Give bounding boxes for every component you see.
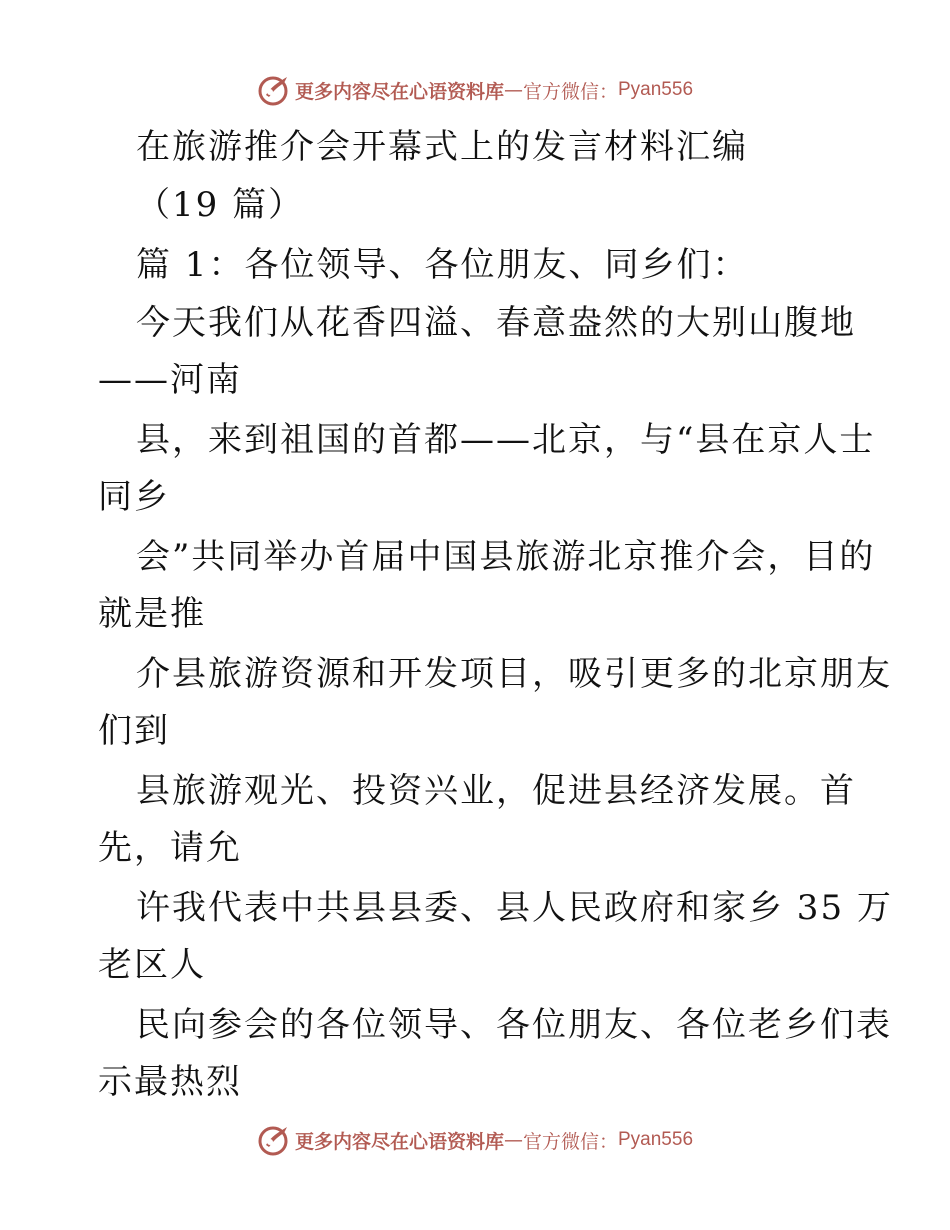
paragraph-line: 县，来到祖国的首都——北京，与“县在京人士 bbox=[136, 420, 876, 460]
paragraph-line: 许我代表中共县县委、县人民政府和家乡 35 万 bbox=[136, 888, 893, 928]
paragraph-line: 县旅游观光、投资兴业，促进县经济发展。首 bbox=[136, 771, 856, 811]
watermark-separator: — bbox=[503, 79, 523, 101]
paragraph-line: 老区人 bbox=[98, 945, 206, 985]
paragraph-line: 就是推 bbox=[98, 594, 206, 634]
paragraph-line: 会”共同举办首届中国县旅游北京推介会，目的 bbox=[136, 537, 876, 577]
paragraph-line: 们到 bbox=[98, 711, 170, 751]
watermark-separator: — bbox=[503, 1129, 523, 1151]
footer-watermark bbox=[0, 1120, 950, 1160]
watermark-wechat-id: Pyan556 bbox=[618, 79, 694, 100]
document-count: （19 篇） bbox=[136, 185, 305, 225]
paragraph-line: 介县旅游资源和开发项目，吸引更多的北京朋友 bbox=[136, 654, 892, 694]
header-watermark bbox=[0, 70, 950, 110]
paragraph-line: 民向参会的各位领导、各位朋友、各位老乡们表 bbox=[136, 1005, 892, 1045]
watermark-wechat-id: Pyan556 bbox=[618, 1129, 694, 1150]
watermark-label: 官方微信： bbox=[522, 80, 618, 103]
watermark-site-text: 更多内容尽在心语资料库 bbox=[294, 1130, 504, 1153]
paragraph-line: 示最热烈 bbox=[98, 1062, 242, 1102]
paragraph-line: 先，请允 bbox=[98, 828, 242, 868]
watermark-label: 官方微信： bbox=[522, 1130, 618, 1153]
brush-logo-icon bbox=[257, 1123, 291, 1157]
paragraph-line: 篇 1：各位领导、各位朋友、同乡们： bbox=[136, 245, 749, 285]
paragraph-line: ——河南 bbox=[98, 360, 242, 400]
watermark-site-text: 更多内容尽在心语资料库 bbox=[294, 80, 504, 103]
brush-logo-icon bbox=[257, 73, 291, 107]
paragraph-line: 今天我们从花香四溢、春意盎然的大别山腹地 bbox=[136, 303, 856, 343]
document-title: 在旅游推介会开幕式上的发言材料汇编 bbox=[136, 127, 748, 167]
paragraph-line: 同乡 bbox=[98, 477, 170, 517]
